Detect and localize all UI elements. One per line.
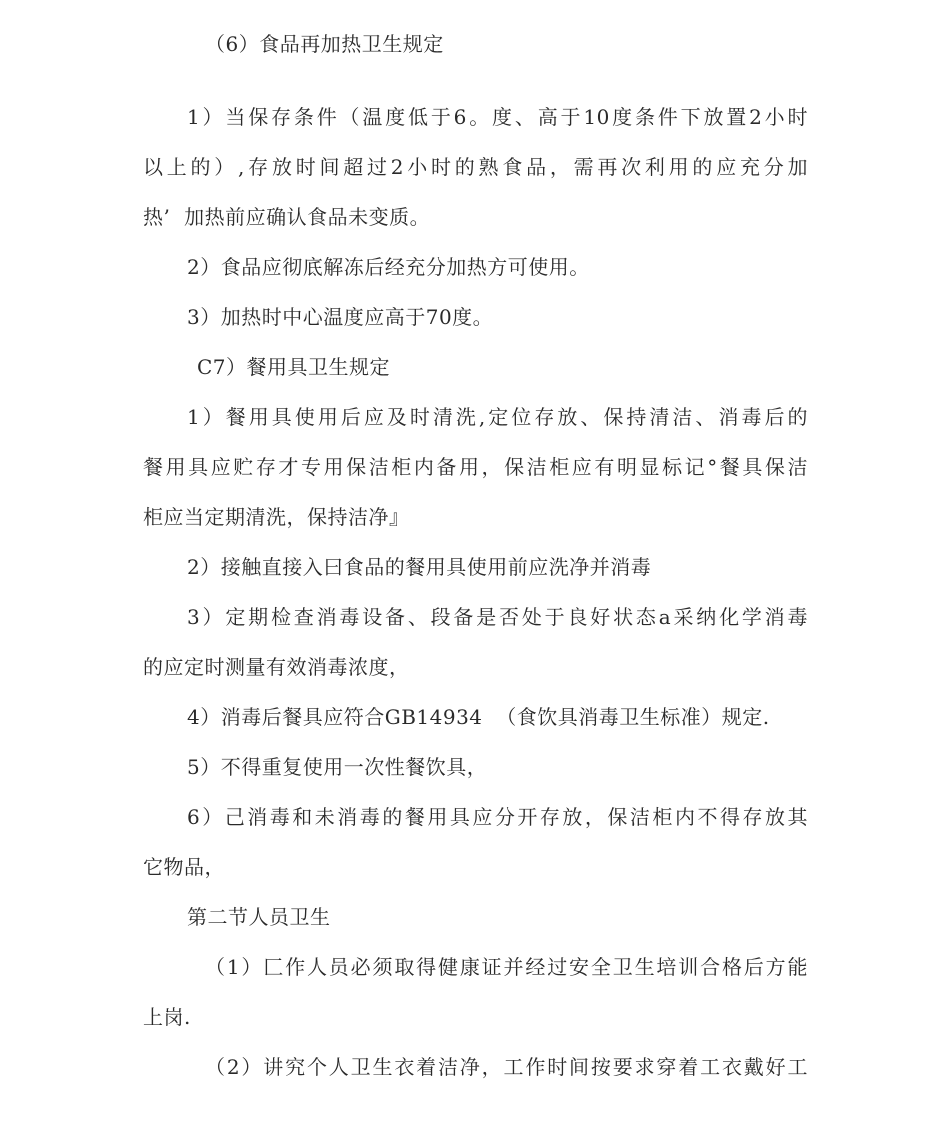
paragraph-line: 柜应当定期清洗，保持洁净』 [143,505,410,529]
paragraph-line: 6）己消毒和未消毒的餐用具应分开存放，保洁柜内不得存放其 [187,805,808,829]
paragraph-line: （2）讲究个人卫生衣着洁净，工作时间按要求穿着工衣戴好工 [205,1055,808,1079]
paragraph-line: 上岗. [143,1005,191,1029]
paragraph-line: 5）不得重复使用一次性餐饮具， [187,755,488,779]
paragraph-line: 餐用具应贮存才专用保洁柜内备用，保洁柜应有明显标记°餐具保洁 [143,455,808,479]
paragraph-line: 3）加热时中心温度应高于70度。 [187,305,494,329]
paragraph-line: 2）食品应彻底解冻后经充分加热方可使用。 [187,255,590,279]
paragraph-line: 1）当保存条件（温度低于6。度、高于10度条件下放置2小时 [187,105,808,129]
paragraph-line: 4）消毒后餐具应符合GB14934 （食饮具消毒卫生标准）规定. [187,705,770,729]
paragraph-line: 2）接触直接入曰食品的餐用具使用前应洗净并消毒 [187,555,652,579]
section-heading-reheating: （6）食品再加热卫生规定 [205,32,444,56]
paragraph-line: 3）定期检查消毒设备、段备是否处于良好状态a采纳化学消毒 [187,605,808,629]
paragraph-line: 热’ 加热前应确认食品未变质。 [143,205,431,229]
paragraph-line: （1）匚作人员必须取得健康证并经过安全卫生培训合格后方能 [205,955,808,979]
paragraph-line: 1）餐用具使用后应及时清洗,定位存放、保持清洁、消毒后的 [187,405,808,429]
paragraph-line: 它物品， [143,855,225,879]
paragraph-line: 的应定时测量有效消毒浓度， [143,655,410,679]
section-heading-tableware: C7）餐用具卫生规定 [197,355,391,379]
section-heading-personnel: 第二节人员卫生 [187,905,331,929]
paragraph-line: 以上的）,存放时间超过2小时的熟食品，需再次利用的应充分加 [143,155,808,179]
